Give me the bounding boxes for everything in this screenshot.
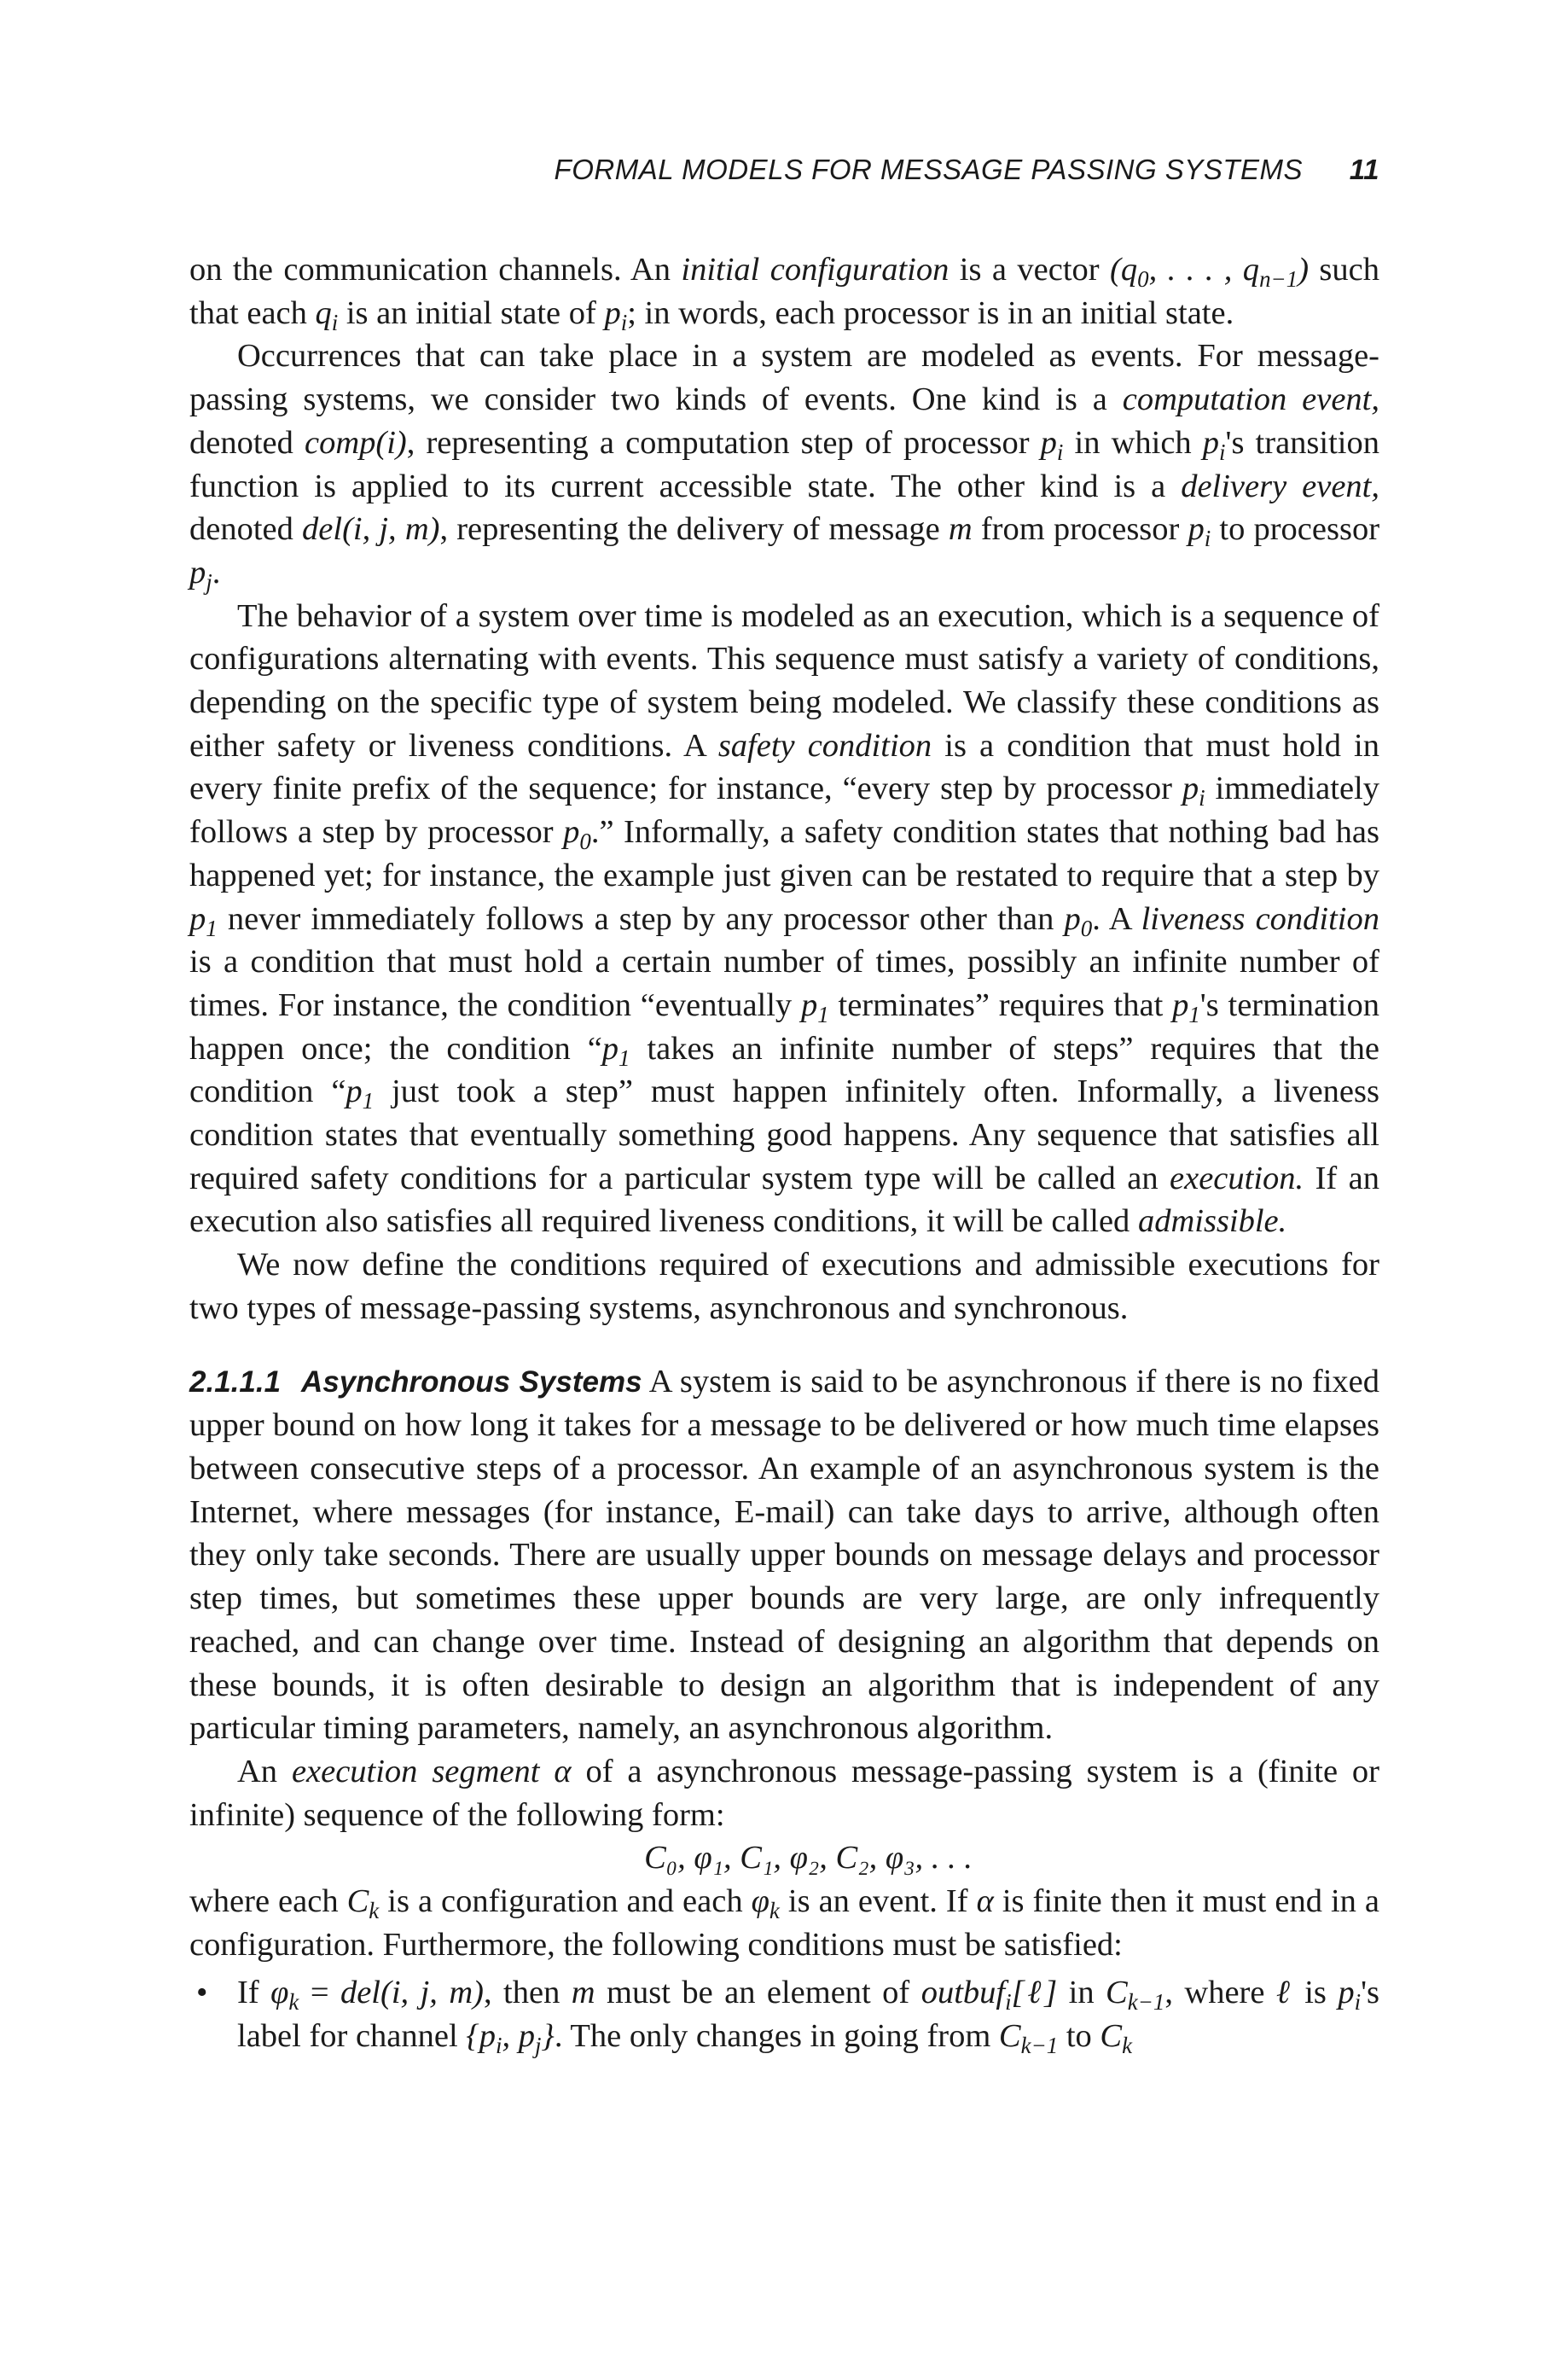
math: $C_{k-1}$	[1106, 1975, 1165, 2016]
text: denoted	[189, 424, 305, 461]
math: $\varphi_k$	[751, 1883, 780, 1924]
paragraph-6	[189, 1880, 1379, 1966]
term-liveness-condition: liveness condition	[1141, 900, 1380, 937]
text: denoted	[189, 511, 303, 548]
math: del(i, j, m)	[340, 1975, 484, 2011]
text: where each	[189, 1883, 347, 1920]
condition-list	[189, 1971, 1379, 2057]
math: $p_i$	[1338, 1975, 1362, 2016]
term-initial-configuration: initial configuration	[681, 252, 950, 288]
text: ; in words, each processor is in an initial state.	[627, 294, 1234, 331]
text: 's termination happen once; the condition “	[189, 986, 1379, 1067]
math: α	[976, 1883, 994, 1920]
math: $p_1$	[189, 900, 218, 941]
term-execution: execution.	[1170, 1160, 1304, 1196]
text: , representing the delivery of message	[439, 511, 949, 548]
math: $p_i$	[1040, 424, 1064, 465]
term-computation-event: computation event,	[1122, 381, 1379, 418]
text: .	[212, 554, 221, 591]
math: $p_1$	[346, 1073, 375, 1114]
text: is a condition that must hold a certain number of times, possibly an infinite number of times. For instance, the condition “eventually	[189, 944, 1379, 1023]
math: {$p_i$, $p_j$}	[466, 2018, 555, 2059]
text: never immediately follows a step by any processor other than	[217, 900, 1065, 937]
text: If an execution also satisfies all required liveness conditions, it will be called	[189, 1160, 1379, 1240]
text: 's transition function is applied to its current accessible state. The other kind is a	[189, 424, 1379, 504]
math: $C_k$	[1100, 2018, 1133, 2059]
text: just took a step” must happen infinitely often. Informally, a liveness condition states that eventually something good happens. Any sequence that satisfies all required safety conditions for a particular system type will be called an	[189, 1073, 1379, 1196]
math: $p_0$	[563, 814, 591, 855]
text: We now define the conditions required of executions and admissible executions for two types of message-passing systems, asynchronous and synchronous.	[189, 1247, 1379, 1326]
paragraph-4	[189, 1243, 1379, 1329]
math: $p_0$	[1064, 900, 1093, 941]
text: is a vector	[949, 252, 1111, 288]
math: $p_1$	[1172, 986, 1200, 1028]
math: $q_i$	[315, 294, 339, 335]
text: such that each	[189, 252, 1380, 331]
bullet-icon: •	[196, 1975, 208, 2011]
paragraph-2	[189, 335, 1379, 594]
text: is finite then it must end in a configuration. Furthermore, the following conditions must be satisfied:	[189, 1883, 1379, 1963]
math: m	[948, 511, 973, 548]
text: of a asynchronous message-passing system is a (finite or infinite) sequence of the following form:	[189, 1753, 1379, 1833]
math: α	[539, 1753, 572, 1789]
text: in which	[1063, 424, 1203, 461]
text: from processor	[972, 511, 1188, 548]
term-execution-segment: execution segment	[291, 1753, 540, 1789]
text: A system is said to be asynchronous if there is no fixed upper bound on how long it takes for a message to be delivered or how much time elapses between consecutive steps of a processor. An example of an asynchronous system is the Internet, where messages (for instance, E-mail) can take days to arrive, although often they only take seconds. There are usually upper bounds on message delays and processor step times, but sometimes these upper bounds are very large, are only infrequently reached, and can change over time. Instead of designing an algorithm that depends on these bounds, it is often desirable to design an algorithm that is independent of any particular timing parameters, namely, an asynchronous algorithm.	[189, 1363, 1379, 1747]
math: $p_i$	[1182, 771, 1205, 812]
math: $p_i$	[604, 294, 628, 335]
math: $C_{k-1}$	[998, 2018, 1059, 2059]
text: on the communication channels. An	[189, 252, 682, 288]
math: $p_j$	[189, 554, 212, 595]
section-paragraph	[189, 1360, 1379, 1750]
math: comp(i)	[305, 424, 407, 461]
page-number: 11	[1349, 154, 1379, 185]
section-heading	[189, 1365, 642, 1399]
math: del(i, j, m)	[302, 511, 440, 548]
math: ($q_0$, . . . , $q_{n-1}$)	[1110, 252, 1310, 293]
text: Occurrences that can take place in a system are modeled as events. For message-passing systems, we consider two kinds of events. One kind is a	[189, 338, 1379, 418]
text: to processor	[1211, 511, 1380, 548]
section-title: Asynchronous Systems	[301, 1364, 642, 1399]
math: $\varphi_k$	[270, 1975, 299, 2016]
text: is a condition that must hold in every finite prefix of the sequence; for instance, “every step by processor	[189, 727, 1379, 807]
running-head-title: FORMAL MODELS FOR MESSAGE PASSING SYSTEMS	[554, 154, 1303, 185]
text: immediately follows a step by processor	[189, 771, 1379, 851]
paragraph-5	[189, 1750, 1379, 1836]
math: $p_i$	[1188, 511, 1211, 552]
text: is a configuration and each	[379, 1883, 752, 1920]
display-equation: C₀, φ₁, C₁, φ₂, C₂, φ₃, . . .	[644, 1840, 973, 1876]
text: An	[237, 1753, 292, 1789]
paragraph-1	[189, 248, 1379, 335]
math: $C_k$	[346, 1883, 380, 1924]
math: $p_1$	[800, 986, 829, 1028]
list-item: • If $\varphi_k = del(i$, j, m), then m must be an element of outbuf$_i$[ℓ] in $C_{k-1}$, where ℓ is $p_i's$ label for channel {$p_i$, $p_j$}. The only changes in going from $C_{k-1}$ to $C_k$	[189, 1971, 1379, 2057]
page-body	[189, 248, 1379, 2058]
term-safety-condition: safety condition	[717, 727, 932, 764]
text: .” Informally, a safety condition states that nothing bad has happened yet; for instance, the example just given can be restated to require that a step by	[189, 814, 1379, 893]
text: , representing a computation step of processor	[406, 424, 1041, 461]
section-number: 2.1.1.1	[189, 1364, 282, 1399]
text: The behavior of a system over time is modeled as an execution, which is a sequence of configurations alternating with events. This sequence must satisfy a variety of conditions, depending on the specific type of system being modeled. We classify these conditions as either safety or liveness conditions. A	[189, 597, 1379, 764]
math: $p_i$	[1202, 424, 1226, 465]
math: $p_1$	[601, 1030, 630, 1071]
text: is an event. If	[779, 1883, 977, 1920]
text: . A	[1092, 900, 1141, 937]
term-delivery-event: delivery event,	[1181, 468, 1379, 504]
term-admissible: admissible.	[1137, 1203, 1287, 1240]
text: is an initial state of	[338, 294, 605, 331]
text: terminates” requires that	[828, 986, 1173, 1023]
paragraph-3	[189, 595, 1379, 1244]
math: outbuf$_i$[ℓ]	[920, 1975, 1058, 2016]
running-head	[189, 154, 1379, 196]
text: takes an infinite number of steps” requires that the condition “	[189, 1030, 1379, 1110]
